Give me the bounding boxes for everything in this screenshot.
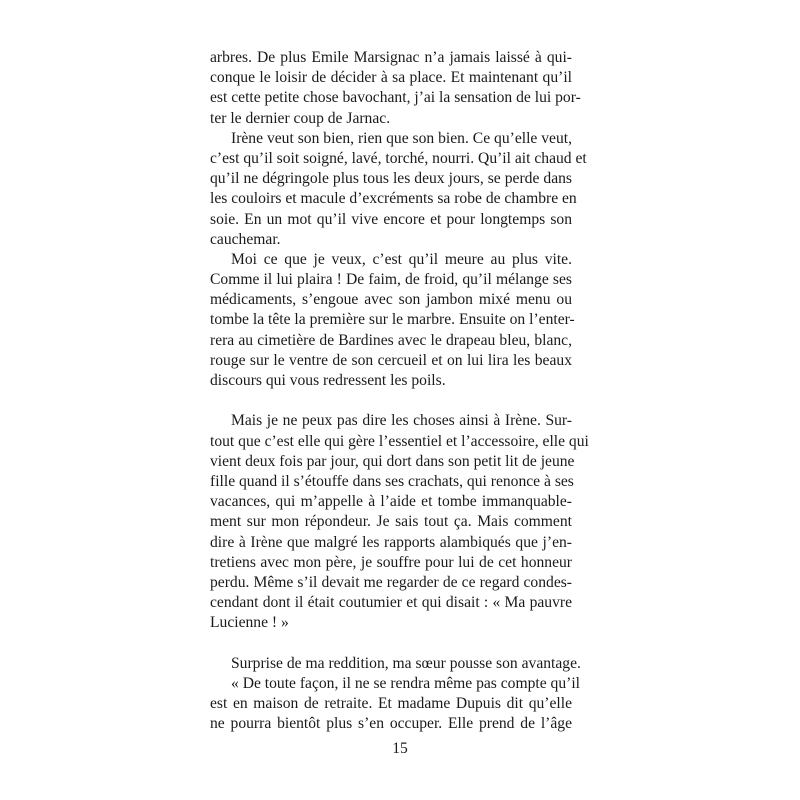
text-line: tretiens avec mon père, je souffre pour lui de cet honneur bbox=[210, 553, 572, 571]
text-line: qu’il ne dégringole plus tous les deux jours, se perde dans bbox=[210, 170, 572, 188]
paragraph-6 bbox=[210, 674, 581, 735]
text-line: rouge sur le ventre de son cercueil et on lui lira les beaux bbox=[210, 351, 572, 369]
paragraph-1 bbox=[210, 48, 581, 129]
paragraph-2 bbox=[210, 129, 587, 250]
text-line: tout que c’est elle qui gère l’essentiel et l’accessoire, elle qui bbox=[210, 432, 589, 450]
text-line: Lucienne ! » bbox=[210, 614, 289, 632]
text-line: c’est qu’il soit soigné, lavé, torché, nourri. Qu’il ait chaud et bbox=[210, 149, 587, 167]
text-line: les couloirs et macule d’excréments sa robe de chambre en bbox=[210, 190, 577, 208]
text-line: vient deux fois par jour, qui dort dans son petit lit de jeune bbox=[210, 452, 575, 470]
text-line: est cette petite chose bavochant, j’ai la sensation de lui por- bbox=[210, 89, 581, 107]
text-line: dire à Irène que malgré les rapports alambiqués que j’en- bbox=[210, 533, 572, 551]
text-line: cauchemar. bbox=[210, 230, 281, 248]
text-line: ter le dernier coup de Jarnac. bbox=[210, 109, 391, 127]
text-line: soie. En un mot qu’il vive encore et pour longtemps son bbox=[210, 210, 572, 228]
section-gap bbox=[210, 633, 572, 653]
page-number: 15 bbox=[392, 740, 408, 757]
text-line: est en maison de retraite. Et madame Dupuis dit qu’elle bbox=[210, 695, 572, 712]
text-line: tombe la tête la première sur le marbre. Ensuite on l’enter- bbox=[210, 311, 575, 329]
text-line: vacances, qui m’appelle à l’aide et tombe immanquable- bbox=[210, 493, 572, 511]
section-gap bbox=[210, 391, 572, 411]
text-line: perdu. Même s’il devait me regarder de ce regard condes- bbox=[210, 573, 572, 591]
text-line: Moi ce que je veux, c’est qu’il meure au plus vite. bbox=[231, 250, 572, 268]
text-line: Mais je ne peux pas dire les choses ainsi à Irène. Sur- bbox=[231, 412, 572, 430]
text-line: Surprise de ma reddition, ma sœur pousse son avantage. bbox=[231, 654, 581, 672]
text-line: cendant dont il était coutumier et qui disait : « Ma pauvre bbox=[210, 594, 572, 612]
text-line: « De toute façon, il ne se rendra même pas compte qu’il bbox=[231, 674, 581, 692]
text-line: ment sur mon répondeur. Je sais tout ça. Mais comment bbox=[210, 513, 572, 531]
paragraph-3 bbox=[210, 250, 575, 391]
text-line: médicaments, s’engoue avec son jambon mixé menu ou bbox=[210, 291, 572, 309]
text-line: rera au cimetière de Bardines avec le drapeau bleu, blanc, bbox=[210, 331, 572, 349]
text-line: arbres. De plus Emile Marsignac n’a jamais laissé à qui- bbox=[210, 49, 572, 66]
text-line: discours qui vous redressent les poils. bbox=[210, 372, 446, 389]
paragraph-4 bbox=[210, 411, 589, 633]
text-line: fille quand il s’étouffe dans ses crachats, qui renonce à ses bbox=[210, 472, 574, 490]
paragraph-5 bbox=[210, 654, 581, 674]
body-text bbox=[210, 48, 589, 734]
text-line: Comme il lui plaira ! De faim, de froid, qu’il mélange ses bbox=[210, 271, 572, 289]
text-line: conque le loisir de décider à sa place. Et maintenant qu’il bbox=[210, 69, 572, 87]
text-line: Irène veut son bien, rien que son bien. Ce qu’elle veut, bbox=[231, 129, 572, 147]
text-line: ne pourra bientôt plus s’en occuper. Elle prend de l’âge bbox=[210, 715, 572, 733]
